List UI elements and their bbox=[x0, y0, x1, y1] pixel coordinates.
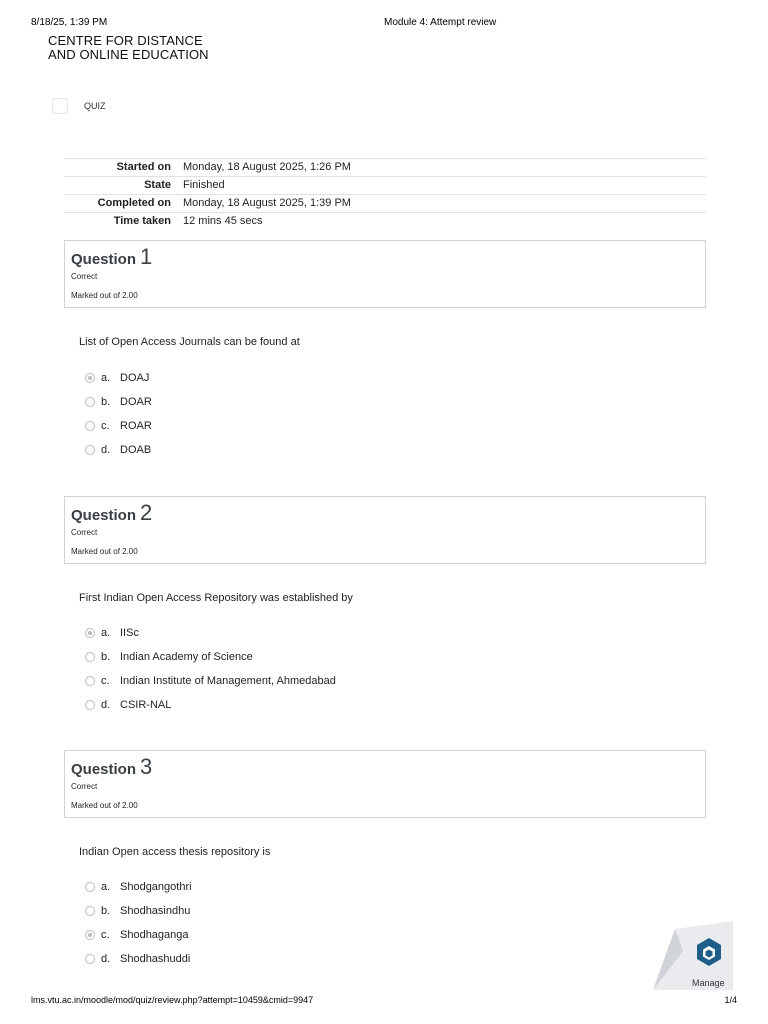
question-info-2 bbox=[64, 496, 706, 564]
question-text-1: List of Open Access Journals can be found at bbox=[79, 336, 300, 348]
radio-unselected bbox=[85, 676, 95, 686]
answer-letter: a. bbox=[101, 372, 111, 384]
radio-unselected bbox=[85, 397, 95, 407]
question-grade: Marked out of 2.00 bbox=[71, 801, 138, 810]
site-name-line2: AND ONLINE EDUCATION bbox=[48, 47, 209, 62]
radio-unselected bbox=[85, 954, 95, 964]
answer-option bbox=[85, 899, 192, 923]
answer-text: CSIR-NAL bbox=[120, 699, 172, 711]
answer-option bbox=[85, 366, 152, 390]
question-state: Correct bbox=[71, 272, 98, 281]
answer-letter: b. bbox=[101, 651, 111, 663]
question-grade: Marked out of 2.00 bbox=[71, 547, 138, 556]
answer-text: Shodhasindhu bbox=[120, 905, 191, 917]
site-name[interactable] bbox=[48, 34, 209, 62]
answer-option bbox=[85, 875, 192, 899]
question-info-3 bbox=[64, 750, 706, 818]
answer-letter: b. bbox=[101, 396, 111, 408]
answer-letter: d. bbox=[101, 699, 111, 711]
radio-unselected bbox=[85, 700, 95, 710]
question-num: 1 bbox=[140, 244, 153, 269]
answer-letter: d. bbox=[101, 444, 111, 456]
summary-value: Finished bbox=[183, 179, 225, 191]
summary-value: Monday, 18 August 2025, 1:39 PM bbox=[183, 197, 351, 209]
answer-option bbox=[85, 414, 152, 438]
question-num: 2 bbox=[140, 500, 153, 525]
answer-option bbox=[85, 438, 152, 462]
question-word: Question bbox=[71, 507, 137, 524]
answer-text: Shodhashuddi bbox=[120, 953, 191, 965]
question-state: Correct bbox=[71, 528, 98, 537]
activity-type-label: QUIZ bbox=[84, 101, 106, 111]
print-page-title: Module 4: Attempt review bbox=[384, 17, 497, 28]
question-info-1 bbox=[64, 240, 706, 308]
answer-option bbox=[85, 669, 336, 693]
print-page-number: 1/4 bbox=[724, 995, 737, 1005]
activity-header bbox=[52, 98, 106, 114]
question-word: Question bbox=[71, 761, 137, 778]
question-number bbox=[71, 244, 152, 270]
answer-letter: a. bbox=[101, 881, 111, 893]
radio-selected bbox=[85, 628, 95, 638]
summary-row-state bbox=[64, 177, 706, 195]
radio-unselected bbox=[85, 445, 95, 455]
question-number bbox=[71, 754, 152, 780]
radio-unselected bbox=[85, 421, 95, 431]
answer-letter: c. bbox=[101, 929, 110, 941]
radio-selected bbox=[85, 373, 95, 383]
site-name-line1: CENTRE FOR DISTANCE bbox=[48, 33, 203, 48]
answer-option bbox=[85, 621, 336, 645]
question-state: Correct bbox=[71, 782, 98, 791]
radio-selected bbox=[85, 930, 95, 940]
question-num: 3 bbox=[140, 754, 153, 779]
answer-text: IISc bbox=[120, 627, 139, 639]
summary-row-time-taken bbox=[64, 213, 706, 231]
answer-text: Indian Academy of Science bbox=[120, 651, 253, 663]
manage-button[interactable] bbox=[653, 921, 733, 991]
summary-row-completed bbox=[64, 195, 706, 213]
answer-text: Shodgangothri bbox=[120, 881, 192, 893]
question-text-2: First Indian Open Access Repository was established by bbox=[79, 592, 353, 604]
answer-list-3 bbox=[85, 875, 192, 971]
summary-value: 12 mins 45 secs bbox=[183, 215, 263, 227]
print-url: lms.vtu.ac.in/moodle/mod/quiz/review.php?attempt=10459&cmid=9947 bbox=[31, 995, 314, 1005]
radio-unselected bbox=[85, 652, 95, 662]
answer-text: DOAB bbox=[120, 444, 152, 456]
answer-option bbox=[85, 693, 336, 717]
answer-text: DOAJ bbox=[120, 372, 150, 384]
summary-label: Completed on bbox=[97, 197, 171, 209]
quiz-icon bbox=[52, 98, 68, 114]
answer-text: Shodhaganga bbox=[120, 929, 189, 941]
answer-option bbox=[85, 923, 192, 947]
attempt-summary-table bbox=[64, 158, 706, 230]
answer-text: Indian Institute of Management, Ahmedabad bbox=[120, 675, 336, 687]
answer-letter: a. bbox=[101, 627, 111, 639]
answer-text: ROAR bbox=[120, 420, 152, 432]
answer-list-2 bbox=[85, 621, 336, 717]
answer-option bbox=[85, 645, 336, 669]
answer-letter: c. bbox=[101, 675, 110, 687]
print-datetime: 8/18/25, 1:39 PM bbox=[31, 17, 108, 28]
question-text-3: Indian Open access thesis repository is bbox=[79, 846, 271, 858]
answer-option bbox=[85, 390, 152, 414]
question-number bbox=[71, 500, 152, 526]
answer-text: DOAR bbox=[120, 396, 152, 408]
answer-letter: c. bbox=[101, 420, 110, 432]
question-grade: Marked out of 2.00 bbox=[71, 291, 138, 300]
summary-label: Time taken bbox=[113, 215, 171, 227]
summary-row-started bbox=[64, 159, 706, 177]
summary-label: Started on bbox=[116, 161, 171, 173]
summary-label: State bbox=[144, 179, 171, 191]
answer-letter: d. bbox=[101, 953, 111, 965]
manage-label: Manage bbox=[692, 978, 725, 988]
radio-unselected bbox=[85, 906, 95, 916]
question-word: Question bbox=[71, 251, 137, 268]
answer-letter: b. bbox=[101, 905, 111, 917]
answer-list-1 bbox=[85, 366, 152, 462]
answer-option bbox=[85, 947, 192, 971]
radio-unselected bbox=[85, 882, 95, 892]
summary-value: Monday, 18 August 2025, 1:26 PM bbox=[183, 161, 351, 173]
